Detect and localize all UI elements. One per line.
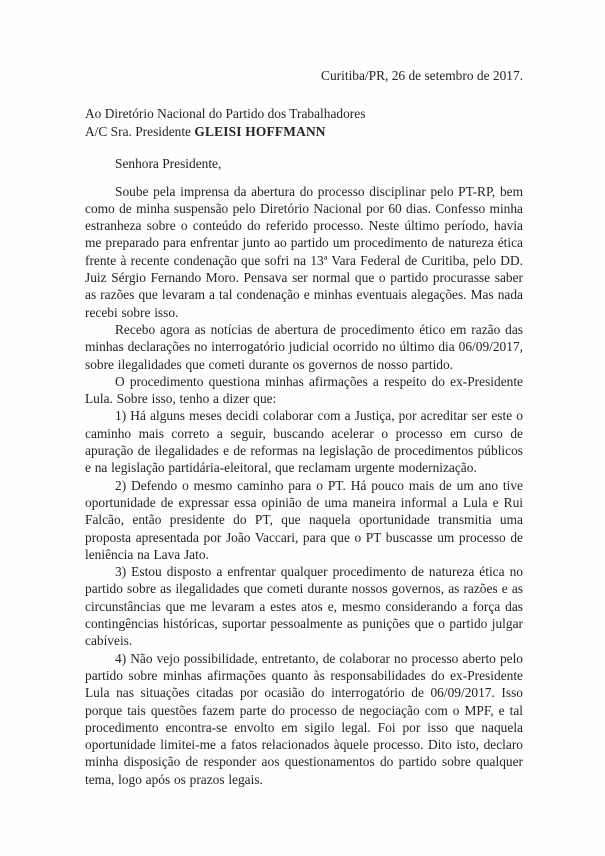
body-paragraph: 1) Há alguns meses decidi colaborar com a Justiça, por acreditar ser este o caminho mais correto a seguir, buscando acelerar o processo em curso de apuração de ilegalidades e de reformas na legislação de procedimentos públicos e na legislação partidária-eleitoral, que reclamam urgente modernização. — [85, 408, 523, 476]
recipient-line: Ao Diretório Nacional do Partido dos Trabalhadores — [85, 106, 366, 122]
dateline: Curitiba/PR, 26 de setembro de 2017. — [321, 68, 523, 83]
body-paragraph: Soube pela imprensa da abertura do processo disciplinar pelo PT-RP, bem como de minha suspensão pelo Diretório Nacional por 60 dias. Confesso minha estranheza sobre o conteúdo do referido processo. Neste último período, havia me preparado para enfrentar junto ao partido um procedimento de natureza ética frente à recente condenação que sofri na 13ª Vara Federal de Curitiba, pelo DD. Juiz Sérgio Fernando Moro. Pensava ser normal que o partido procurasse saber as razões que levaram a tal condenação e minhas eventuais alegações. Mas nada recebi sobre isso. — [85, 183, 523, 320]
attention-line — [85, 123, 523, 141]
attention-name: GLEISI HOFFMANN — [194, 123, 326, 139]
body-paragraph: 2) Defendo o mesmo caminho para o PT. Há pouco mais de um ano tive oportunidade de expressar essa opinião de uma maneira informal a Lula e Rui Falcão, então presidente do PT, que naquela oportunidade transmitia uma proposta apresentada por João Vaccari, para que o PT buscasse um processo de leniência na Lava Jato. — [85, 477, 523, 562]
letter-body — [85, 183, 523, 788]
body-paragraph: 3) Estou disposto a enfrentar qualquer procedimento de natureza ética no partido sobre as ilegalidades que cometi durante nossos governos, as razões e as circunstâncias que me levaram a estes atos e, mesmo considerando a força das contingências históricas, suportar pessoalmente as punições que o partido julgar cabíveis. — [85, 564, 523, 649]
body-paragraph: Recebo agora as notícias de abertura de procedimento ético em razão das minhas declarações no interrogatório judicial ocorrido no último dia 06/09/2017, sobre ilegalidades que cometi durante os governos de nosso partido. — [85, 321, 523, 372]
attention-prefix: A/C Sra. Presidente — [85, 123, 195, 139]
salutation: Senhora Presidente, — [115, 156, 222, 172]
body-paragraph: O procedimento questiona minhas afirmações a respeito do ex-Presidente Lula. Sobre isso, tenho a dizer que: — [85, 373, 523, 407]
body-paragraph: 4) Não vejo possibilidade, entretanto, de colaborar no processo aberto pelo partido sobre minhas afirmações quanto às responsabilidades do ex-Presidente Lula nas situações citadas por ocasião do interrogatório de 06/09/2017. Isso porque tais questões fazem parte do processo de negociação com o MPF, e tal procedimento encontra-se envolto em sigilo legal. Foi por isso que naquela oportunidade limitei-me a fatos relacionados àquele processo. Dito isto, declaro minha disposição de responder aos questionamentos do partido sobre qualquer tema, logo após os prazos legais. — [85, 650, 523, 787]
recipient-block — [85, 105, 523, 140]
